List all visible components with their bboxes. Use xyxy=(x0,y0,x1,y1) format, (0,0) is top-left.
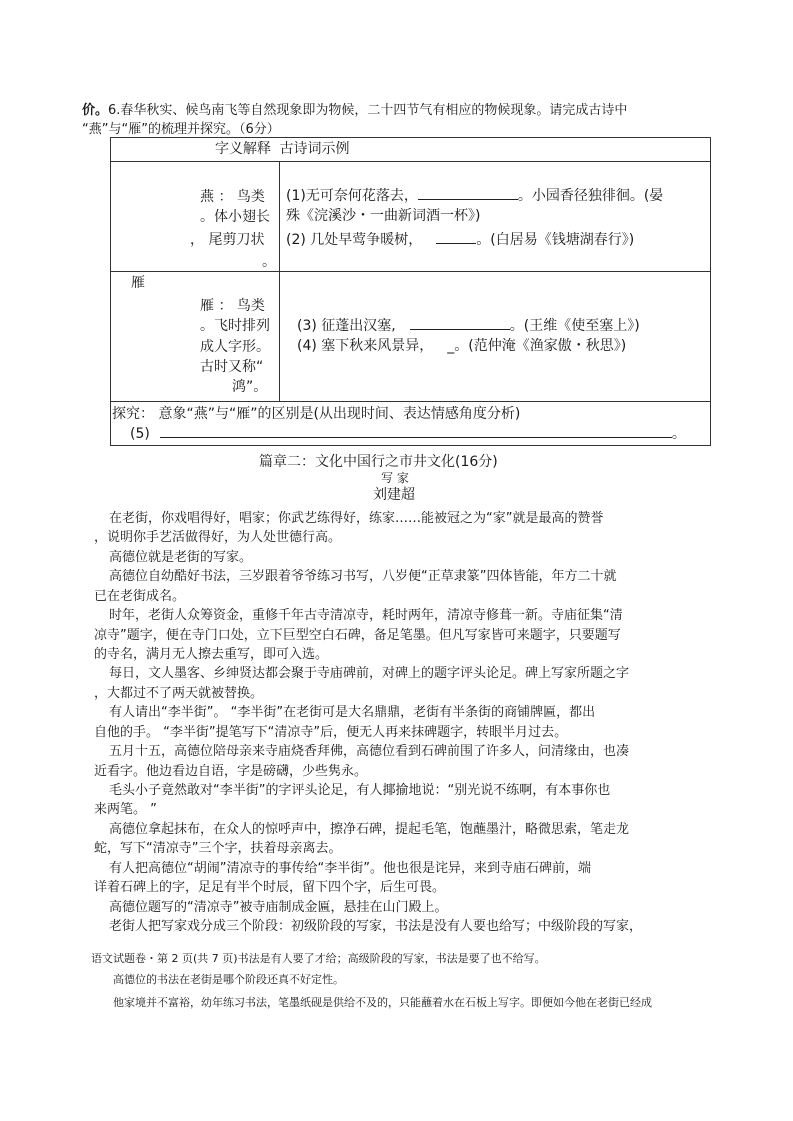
footer-continuation: 书法是有人要了才给；高级阶段的写家，书法是要了也不给写。 xyxy=(237,952,546,965)
article-line-15: 毛头小子竟然敢对“李半街”的字评头论足，有人揶揄地说：“别光说不练啊，有本事你也 xyxy=(109,783,611,798)
question-6-text: 6.春华秋实、候鸟南飞等自然现象即为物候，二十四节气有相应的物候现象。请完成古诗中 xyxy=(108,103,628,118)
swallow-example-cell xyxy=(280,162,711,272)
header-example: 古诗词示例 xyxy=(279,141,350,157)
swallow-def-line-3: ， 尾剪刀状 xyxy=(190,232,265,248)
header-example-cell xyxy=(280,138,711,162)
goose-label: 雁 xyxy=(131,275,145,291)
explore-period: 。 xyxy=(671,426,686,442)
chapter-heading: 篇章二：文化中国行之市井文化(16分) xyxy=(259,454,498,470)
swallow-def-line-2: 。体小翅长 xyxy=(200,209,270,225)
answer-blank-3 xyxy=(410,316,510,330)
article-line-18: 蛇，写下“清凉寺”三个字，扶着母亲离去。 xyxy=(94,841,342,856)
article-line-19: 有人把高德位“胡闹”清凉寺的事传给“李半街”。他也很是诧异，来到寺庙石碑前，端 xyxy=(109,861,591,876)
question-prefix: 价。 xyxy=(82,103,109,118)
article-line-12: 自他的手。 “李半街”提笔写下“清凉寺”后，便无人再来抹碑题字，转眼半月过去。 xyxy=(94,725,568,740)
header-definition: 字义解释 xyxy=(215,141,271,157)
example-3-line xyxy=(297,316,640,336)
goose-def-line-1: 雁 ： 鸟类 xyxy=(200,298,265,314)
article-line-3: 高德位就是老街的写家。 xyxy=(109,550,253,565)
example-4-text: (4) 塞下秋来风景异， xyxy=(297,338,434,354)
article-line-13: 五月十五，高德位陪母亲来寺庙烧香拜佛，高德位看到石碑前围了许多人，问清缘由，也凑 xyxy=(109,744,630,759)
article-title: 写 家 xyxy=(381,471,409,485)
explore-answer-line xyxy=(130,424,686,444)
example-1-line-1 xyxy=(286,186,663,206)
swallow-def-line-4: 。 xyxy=(262,254,276,270)
article-line-5: 已在老街成名。 xyxy=(94,589,186,604)
example-3-tail: 。(王维《使至塞上》) xyxy=(509,318,640,334)
article-line-4: 高德位自幼酷好书法，三岁跟着爷爷练习书写，八岁便“正草隶篆”四体皆能，年方二十就 xyxy=(109,569,617,584)
goose-def-line-4: 古时又称“ xyxy=(200,359,264,375)
swallow-def-line-1: 燕 ： 鸟类 xyxy=(200,189,265,205)
explore-cell xyxy=(111,402,711,446)
question-6-line2: “燕”与“雁”的梳理并探究。（6分） xyxy=(82,122,280,137)
article-line-17: 高德位拿起抹布，在众人的惊呼声中，擦净石碑，提起毛笔，饱蘸墨汁，略微思索，笔走龙 xyxy=(109,822,630,837)
swallow-definition-cell xyxy=(111,162,280,272)
article-line-7: 凉寺”题字，便在寺门口处，立下巨型空白石碑，备足笔墨。但凡写家皆可来题字，只要题写 xyxy=(94,628,621,643)
footer-line-2: 高德位的书法在老街是哪个阶段还真不好定性。 xyxy=(113,973,344,986)
example-1-line-2: 殊《浣溪沙・一曲新词酒一杯》) xyxy=(286,208,481,224)
article-author: 刘建超 xyxy=(373,487,415,503)
article-line-10: ，大都过不了两天就被替换。 xyxy=(94,686,264,701)
explore-number: (5) xyxy=(130,426,150,442)
answer-blank-1 xyxy=(418,186,518,200)
example-1-tail: 。小园香径独徘徊。(晏 xyxy=(517,188,664,204)
page-info: 语文试题卷・第 2 页(共 7 页) xyxy=(91,952,238,965)
article-line-11: 有人请出“李半街”。 “李半街”在老街可是大名鼎鼎，老街有半条街的商铺牌匾，都出 xyxy=(109,705,596,720)
goose-def-line-2: 。飞时排列 xyxy=(200,318,270,334)
article-line-14: 近看字。他边看边自语，字是磅礴，少些隽永。 xyxy=(94,764,368,779)
example-4-line xyxy=(297,336,626,356)
explore-prompt: 探究： 意象“燕”与“雁”的区别是(从出现时间、表达情感角度分析) xyxy=(112,406,521,422)
poetry-table xyxy=(110,137,711,446)
question-6-line1 xyxy=(82,101,627,120)
article-line-1: 在老街，你戏唱得好，唱家；你武艺练得好，练家……能被冠之为“家”就是最高的赞誉 xyxy=(109,511,604,526)
article-line-20: 详着石碑上的字，足足有半个时辰，留下四个字，后生可畏。 xyxy=(94,880,446,895)
article-line-2: ，说明你手艺活做得好，为人处世德行高。 xyxy=(94,530,342,545)
goose-example-cell xyxy=(280,272,711,402)
example-4-tail: _。(范仲淹《渔家傲・秋思》) xyxy=(447,338,627,354)
article-line-8: 的寺名，满月无人擦去重写，即可入选。 xyxy=(94,647,329,662)
answer-blank-5 xyxy=(160,424,672,438)
answer-blank-2 xyxy=(436,230,476,244)
example-2-tail: 。(白居易《钱塘湖春行》) xyxy=(476,232,635,248)
goose-def-line-3: 成人字形。 xyxy=(200,339,270,355)
goose-def-line-5: 鸿”。 xyxy=(232,379,268,395)
header-definition-cell xyxy=(111,138,280,162)
footer-line-1 xyxy=(91,951,546,967)
goose-definition-cell xyxy=(111,272,280,402)
example-2-line xyxy=(286,230,634,250)
example-1-text: (1)无可奈何花落去， xyxy=(286,188,418,204)
footer-line-3: 他家境并不富裕，幼年练习书法，笔墨纸砚是供给不及的，只能蘸着水在石板上写字。即便如今他在老街已经成 xyxy=(113,996,652,1009)
article-line-9: 每日，文人墨客、乡绅贤达都会聚于寺庙碑前，对碑上的题字评头论足。碑上写家所题之字 xyxy=(109,666,630,681)
article-line-6: 时年，老街人众筹资金，重修千年古寺清凉寺，耗时两年，清凉寺修葺一新。寺庙征集“清 xyxy=(109,608,623,623)
article-line-21: 高德位题写的“清凉寺”被寺庙制成金匾，悬挂在山门殿上。 xyxy=(109,900,448,915)
article-line-22: 老街人把写家戏分成三个阶段：初级阶段的写家，书法是没有人要也给写；中级阶段的写家， xyxy=(109,919,643,934)
article-line-16: 来两笔。 ” xyxy=(94,802,157,817)
example-3-text: (3) 征蓬出汉塞, xyxy=(297,318,396,334)
example-2-text: (2) 几处早莺争暖树， xyxy=(286,232,423,248)
